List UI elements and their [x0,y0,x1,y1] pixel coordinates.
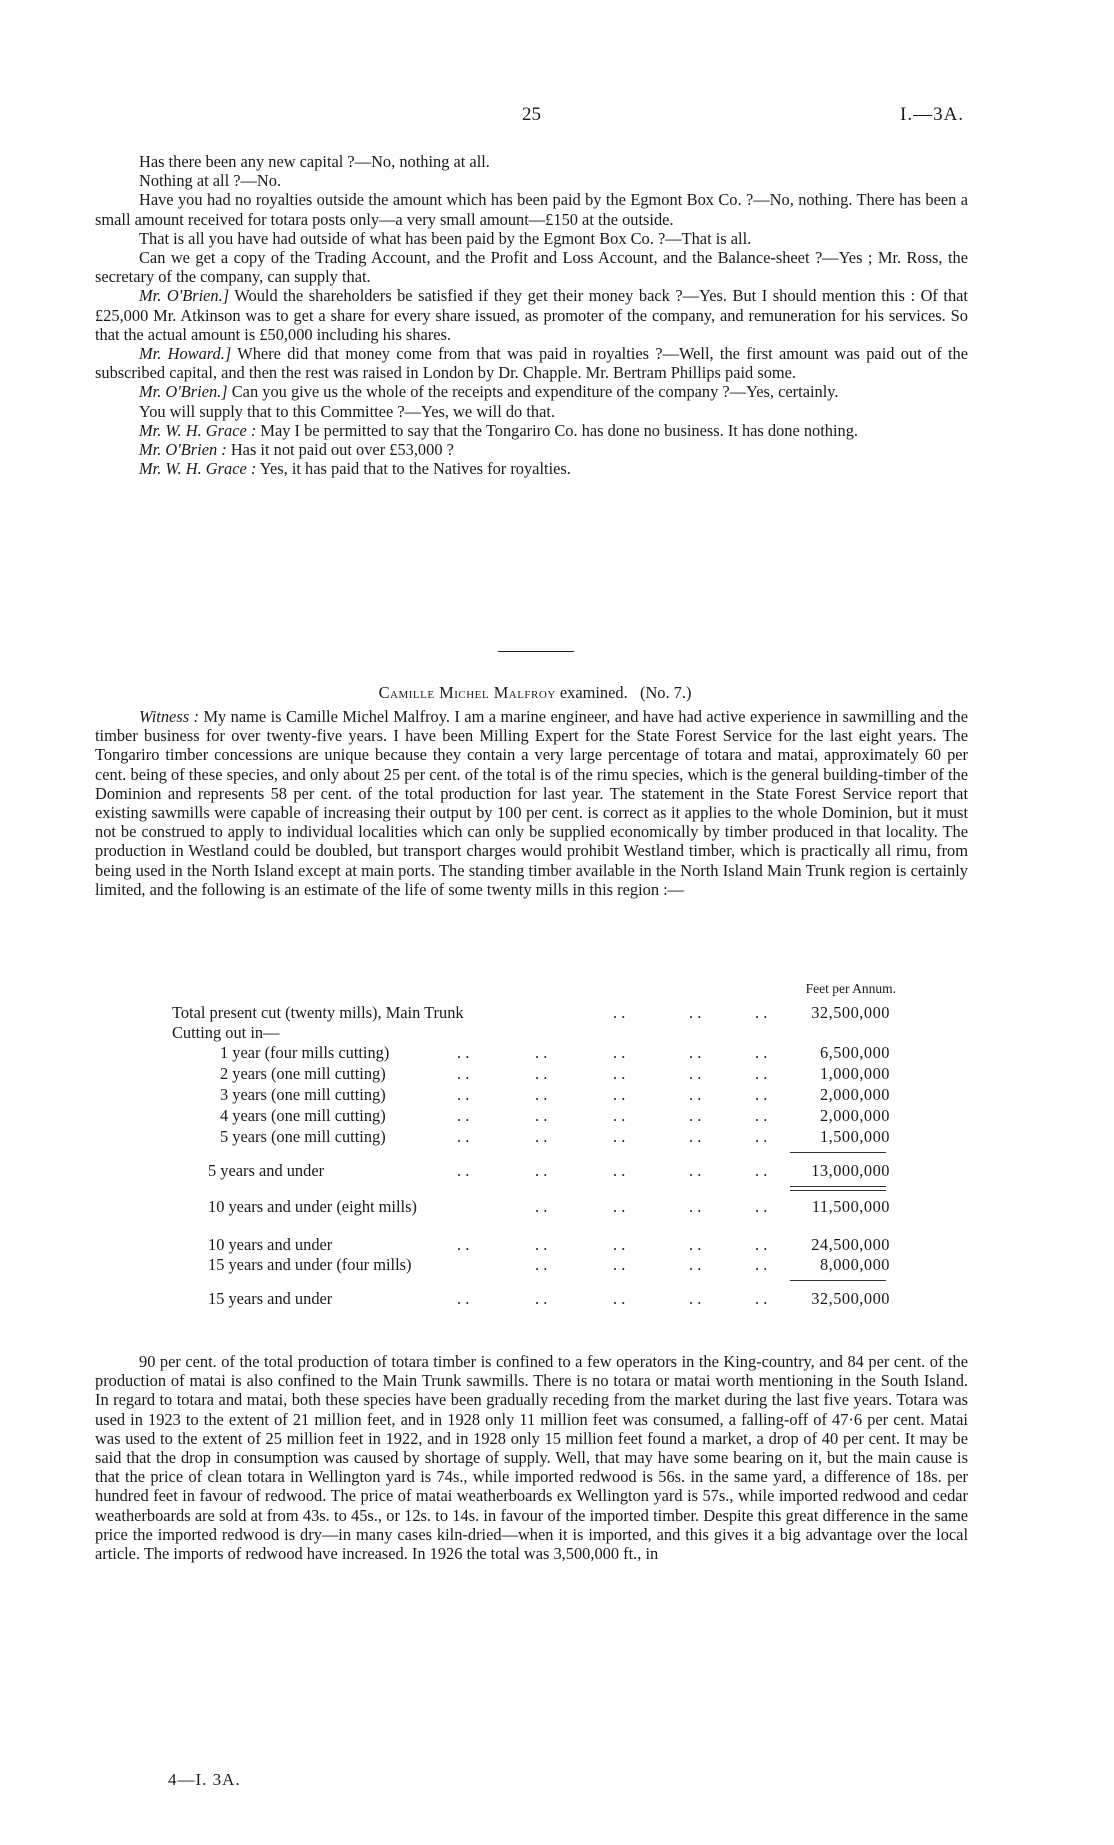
row-value: 8,000,000 [819,1255,890,1274]
row-label: 5 years and under [208,1161,325,1180]
sum-rule [790,1152,886,1153]
row-value: 2,000,000 [819,1106,890,1125]
page-number: 25 [522,104,541,125]
double-rule [790,1186,886,1187]
witness-statement [95,707,968,899]
qa-paragraph: Mr. O'Brien : Has it not paid out over £53,000 ? [139,440,454,460]
qa-paragraph: Have you had no royalties outside the amount which has been paid by the Egmont Box Co. ?—No, nothing. There has been a small amount received for totara posts only—a very small amount—£150 at the outside. [95,190,968,229]
table-row-subtotal: 5 years and under . . . . . . . . . . 13,000,000 [208,1161,890,1180]
table-row-subtotal: 10 years and under (eight mills) . . . . . . . . 11,500,000 [208,1197,890,1216]
qa-paragraph: Mr. Howard.] Where did that money come from that was paid in royalties ?—Well, the first amount was paid out of the subscribed capital, and then the rest was raised in London by Dr. Chapple. Mr. Bertram Phillips paid some. [95,344,968,383]
page-header [0,104,1114,134]
row-value: 32,500,000 [811,1289,890,1308]
row-value: 13,000,000 [811,1161,890,1180]
row-value: 11,500,000 [811,1197,890,1216]
row-label: 10 years and under [208,1235,333,1254]
qa-paragraph: You will supply that to this Committee ?—Yes, we will do that. [139,401,556,421]
paper-reference: I.—3A. [900,104,965,125]
row-value: 6,500,000 [819,1043,890,1062]
qa-paragraph: Can we get a copy of the Trading Account, and the Profit and Loss Account, and the Balance-sheet ?—Yes ; Mr. Ross, the secretary of the company, can supply that. [95,248,968,287]
witness-label: Witness : [139,707,199,726]
double-rule [790,1190,886,1191]
table-row: 4 years (one mill cutting) . . . . . . . . . . 2,000,000 [220,1106,890,1125]
row-value: 24,500,000 [811,1235,890,1254]
row-label: Total present cut (twenty mills), Main Trunk [172,1003,464,1022]
qa-paragraph: Has there been any new capital ?—No, nothing at all. [139,152,490,171]
row-value: 1,000,000 [819,1064,890,1083]
signature-mark: 4—I. 3A. [168,1770,241,1789]
table-row: 10 years and under . . . . . . . . . . 24,500,000 [208,1235,890,1254]
section-divider [498,651,574,652]
witness-paragraph: Witness : My name is Camille Michel Malfroy. I am a marine engineer, and have had active experience in sawmilling and the timber business for over twenty-five years. I have been Milling Expert for the State Forest Service for the last eight years. The Tongariro timber concessions are unique because they contain a very large percentage of totara and matai, approximately 60 per cent. being of these species, and only about 25 per cent. of the total is of the rimu species, which is the general building-timber of the Dominion and represents 58 per cent. of the total production for last year. The statement in the State Forest Service report that existing sawmills were capable of increasing their output by 100 per cent. is correct as it applies to the whole Dominion, but it must not be construed to apply to individual localities which can only be supplied economically by timber produced in that locality. The production in Westland could be doubled, but transport charges would prohibit Westland timber, which is practically all rimu, from being used in the North Island except at main ports. The standing timber available in the North Island Main Trunk region is certainly limited, and the following is an estimate of the life of some twenty mills in this region :— [95,707,969,899]
row-label: 15 years and under (four mills) [208,1255,412,1274]
table-row: Total present cut (twenty mills), Main Trunk . . . . . . 32,500,000 [172,1003,890,1022]
row-label: 2 years (one mill cutting) [220,1064,386,1083]
table-row: 5 years (one mill cutting) . . . . . . . . . . 1,500,000 [220,1127,890,1146]
table-row: 1 year (four mills cutting) . . . . . . . . . . 6,500,000 [220,1043,890,1062]
table-row: 15 years and under (four mills) . . . . . . . . 8,000,000 [208,1255,890,1274]
qa-paragraph: Mr. W. H. Grace : May I be permitted to say that the Tongariro Co. has done no business. It has done nothing. [139,420,859,440]
table-row [95,1023,968,1044]
qa-paragraph: That is all you have had outside of what has been paid by the Egmont Box Co. ?—That is all. [139,228,752,248]
row-label: 10 years and under (eight mills) [208,1197,417,1216]
witness-number: (No. 7.) [640,683,692,702]
row-value: 1,500,000 [819,1127,890,1146]
row-label: 15 years and under [208,1289,333,1308]
closing-text [95,1352,968,1563]
row-label: 3 years (one mill cutting) [220,1085,386,1104]
row-value: 32,500,000 [811,1003,890,1022]
qa-paragraph: Mr. O'Brien.] Would the shareholders be satisfied if they get their money back ?—Yes. But I should mention this : Of that £25,000 Mr. Atkinson was to get a share for every share issued, as promoter of the company, and remuneration for his services. So that the actual amount is £50,000 including his shares. [95,286,968,344]
examined-label: examined. [555,683,628,702]
evidence-qa [95,152,968,478]
row-label: 4 years (one mill cutting) [220,1106,386,1125]
row-label: 5 years (one mill cutting) [220,1127,386,1146]
qa-paragraph: Mr. W. H. Grace : Yes, it has paid that to the Natives for royalties. [139,459,571,479]
row-value: 2,000,000 [819,1085,890,1104]
row-label: Cutting out in— [172,1023,280,1042]
table-row-total: 15 years and under . . . . . . . . . . 32,500,000 [208,1289,890,1308]
table-row: 2 years (one mill cutting) . . . . . . . . . . 1,000,000 [220,1064,890,1083]
table-column-header: Feet per Annum. [805,981,896,996]
section-title [0,683,1070,703]
body-paragraph: 90 per cent. of the total production of totara timber is confined to a few operators in the King-country, and 84 per cent. of the production of matai is also confined to the Main Trunk sawmills. There is no totara or matai worth mentioning in the South Island. In regard to totara and matai, both these species have been gradually receding from the market during the last five years. Totara was used in 1923 to the extent of 21 million feet, and in 1928 only 11 million feet was consumed, a falling-off of 47·6 per cent. Matai was used to the extent of 25 million feet in 1922, and in 1928 only 15 million feet found a market, a drop of 40 per cent. It may be said that the drop in consumption was caused by shortage of supply. Well, that may have some bearing on it, but the main cause is that the price of clean totara in Wellington yard is 74s., while imported redwood is 56s. in the same yard, a difference of 18s. per hundred feet in favour of redwood. The price of matai weatherboards ex Wellington yard is 57s., while imported redwood and cedar weatherboards are sold at from 43s. to 45s., or 12s. to 14s. in favour of the imported timber. Despite this great difference in the same price the imported redwood is dry—in many cases kiln-dried—when it is imported, and this gives it a big advantage over the local article. The imports of redwood have increased. In 1926 the total was 3,500,000 ft., in [95,1352,968,1564]
qa-paragraph: Nothing at all ?—No. [139,171,282,191]
sum-rule [790,1280,886,1281]
row-label: 1 year (four mills cutting) [220,1043,390,1062]
table-row: 3 years (one mill cutting) . . . . . . . . . . 2,000,000 [220,1085,890,1104]
qa-paragraph: Mr. O'Brien.] Can you give us the whole of the receipts and expenditure of the company ?—Yes, certainly. [139,382,839,402]
witness-name: Camille Michel Malfroy [378,683,556,702]
